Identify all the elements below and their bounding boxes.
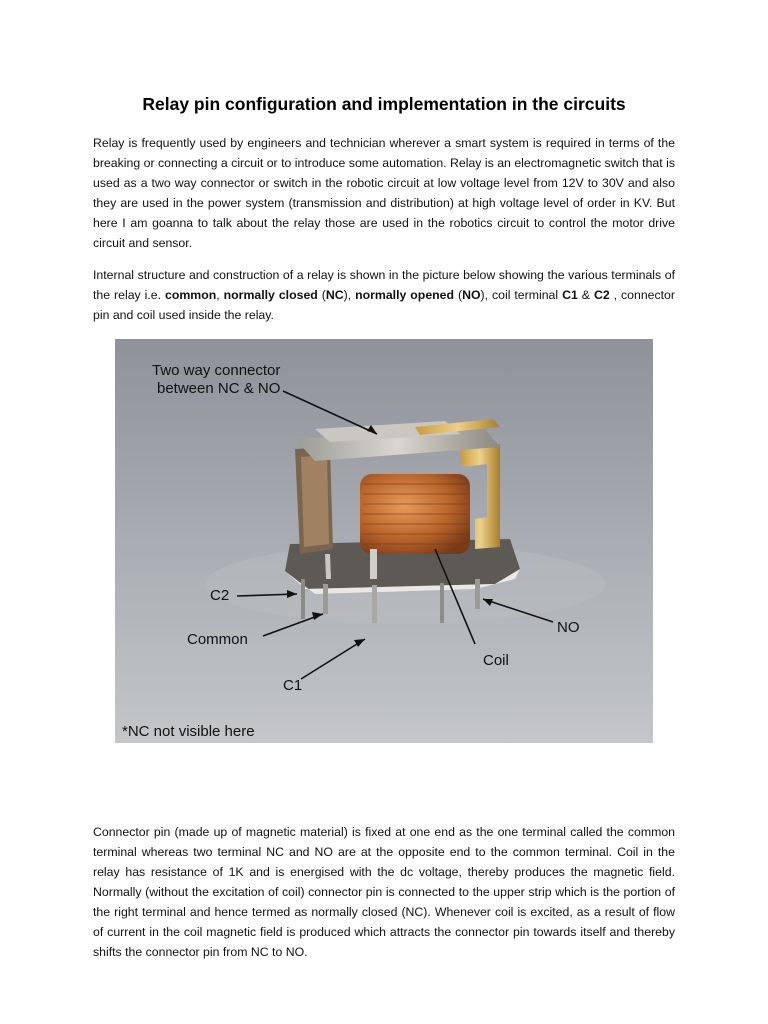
label-connector-line1: Two way connector	[152, 362, 281, 379]
relay-photo-figure	[115, 339, 653, 743]
label-common: Common	[187, 631, 248, 648]
structure-text: (	[317, 288, 326, 302]
label-coil: Coil	[483, 652, 509, 669]
term-nc: NC	[325, 288, 344, 302]
term-normally-closed: normally closed	[223, 288, 318, 302]
structure-text: Internal structure and construction of a relay is shown in the picture below showing the various terminals of the relay i.e.	[93, 268, 675, 302]
separator: ,	[216, 288, 224, 302]
page-title: Relay pin configuration and implementation in the circuits	[142, 94, 626, 114]
term-c1: C1	[562, 288, 578, 302]
relay-photo	[115, 339, 653, 743]
term-common: common	[165, 288, 217, 302]
label-connector-line2: between NC & NO	[157, 380, 281, 397]
structure-text: &	[577, 288, 594, 302]
label-c1: C1	[283, 677, 303, 694]
structure-paragraph	[93, 265, 675, 325]
structure-text: , connector pin and coil used inside the relay.	[93, 288, 675, 322]
term-no: NO	[462, 288, 481, 302]
term-c2: C2	[593, 288, 610, 302]
structure-text: (	[454, 288, 463, 302]
term-normally-opened: normally opened	[355, 288, 455, 302]
figure-note: *NC not visible here	[122, 723, 255, 740]
structure-text: ), coil terminal	[480, 288, 563, 302]
label-no: NO	[557, 619, 580, 636]
structure-text: ),	[343, 288, 356, 302]
operation-paragraph: Connector pin (made up of magnetic material) is fixed at one end as the one terminal called the common terminal whereas two terminal NC and NO are at the opposite end to the common terminal. Coil in the relay has resistance of 1K and is energised with the dc voltage, thereby produces the magnetic field. Normally (without the excitation of coil) connector pin is connected to the upper strip which is the portion of the right terminal and hence termed as normally closed (NC). Whenever coil is excited, as a result of flow of current in the coil magnetic field is produced which attracts the connector pin towards itself and thereby shifts the connector pin from NC to NO.	[93, 825, 675, 959]
intro-paragraph: Relay is frequently used by engineers and technician wherever a smart system is required in terms of the breaking or connecting a circuit or to introduce some automation. Relay is an electromagnetic switch that is used as a two way connector or switch in the robotic circuit at low voltage level from 12V to 30V and also they are used in the power system (transmission and distribution) at high voltage level of order in KV. But here I am goanna to talk about the relay those are used in the robotics circuit to control the motor drive circuit and sensor.	[93, 136, 675, 250]
label-c2: C2	[210, 587, 230, 604]
